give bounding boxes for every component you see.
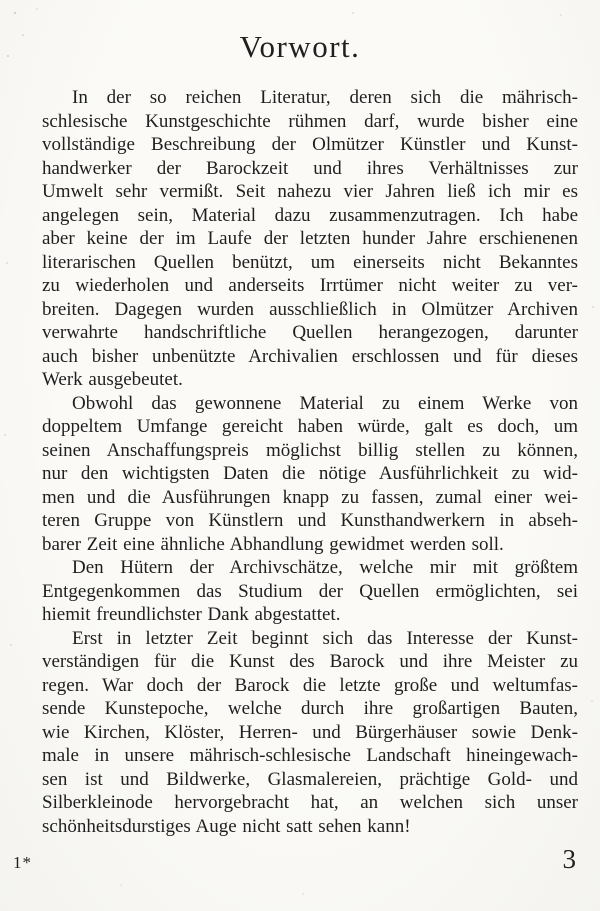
text-line: vollständige Beschreibung der Olmützer Künstler und Kunst- [42,134,578,155]
text-line: male in unsere mährisch-schlesische Landschaft hineingewach- [42,745,578,766]
paragraph [42,627,578,839]
text-line: auch bisher unbenützte Archivalien erschlossen und für dieses [42,345,578,367]
text-line: seinen Anschaffungspreis möglichst billig stellen zu können, [42,439,578,461]
text-line: Erst in letzter Zeit beginnt sich das Interesse der Kunst- [72,627,578,649]
paragraph [42,392,578,557]
text-line: hiemit freundlichster Dank abgestattet. [42,604,341,625]
text-line: zu wiederholen und anderseits Irrtümer nicht weiter zu ver- [42,275,578,296]
text-line: sende Kunstepoche, welche durch ihre großartigen Bauten, [42,698,578,719]
text-line: breiten. Dagegen wurden ausschließlich in Olmützer Archiven [42,298,578,320]
text-line: schlesische Kunstgeschichte rühmen darf, wurde bisher eine [42,110,578,132]
page-footer [13,844,576,875]
text-line: Den Hütern der Archivschätze, welche mir mit größtem [72,557,578,578]
signature-mark: 1* [13,853,32,872]
text-line: schönheitsdurstiges Auge nicht satt sehen kann! [42,815,411,837]
text-line: wie Kirchen, Klöster, Herren- und Bürgerhäuser sowie Denk- [42,721,578,743]
text-line: nur den wichtigsten Daten die nötige Ausführlichkeit zu wid- [42,463,578,484]
text-line: handwerker der Barockzeit und ihres Verhältnisses zur [42,157,578,179]
text-line: teren Gruppe von Künstlern und Kunsthandwerkern in abseh- [42,510,578,531]
text-line: verwahrte handschriftliche Quellen herangezogen, darunter [42,322,578,343]
text-line: verständigen für die Kunst des Barock und ihre Meister zu [42,651,578,672]
text-line: Umwelt sehr vermißt. Seit nahezu vier Jahren ließ ich mir es [42,181,578,202]
text-line: Obwohl das gewonnene Material zu einem Werke von [72,392,578,414]
text-line: Werk ausgebeutet. [42,369,183,390]
paragraph [42,556,578,627]
text-line: angelegen sein, Material dazu zusammenzutragen. Ich habe [42,204,578,226]
text-line: barer Zeit eine ähnliche Abhandlung gewidmet werden soll. [42,533,504,555]
text-line: sen ist und Bildwerke, Glasmalereien, prächtige Gold- und [42,768,578,790]
paragraph [42,86,578,392]
text-line: regen. War doch der Barock die letzte große und weltumfas- [42,674,578,696]
text-line: doppeltem Umfange gereicht haben würde, galt es doch, um [42,416,578,437]
text-line: In der so reichen Literatur, deren sich die mährisch- [72,87,578,108]
text-line: men und die Ausführungen knapp zu fassen, zumal einer wei- [42,486,578,508]
text-line: Entgegenkommen das Studium der Quellen ermöglichten, sei [42,580,578,602]
text-line: aber keine der im Laufe der letzten hunder Jahre erschienenen [42,228,578,249]
text-line: Silberkleinode hervorgebracht hat, an welchen sich unser [42,792,578,813]
preface-text [42,86,578,838]
text-line: literarischen Quellen benützt, um einerseits nicht Bekanntes [42,251,578,273]
page-title: Vorwort. [239,29,361,64]
page-number: 3 [562,844,576,874]
